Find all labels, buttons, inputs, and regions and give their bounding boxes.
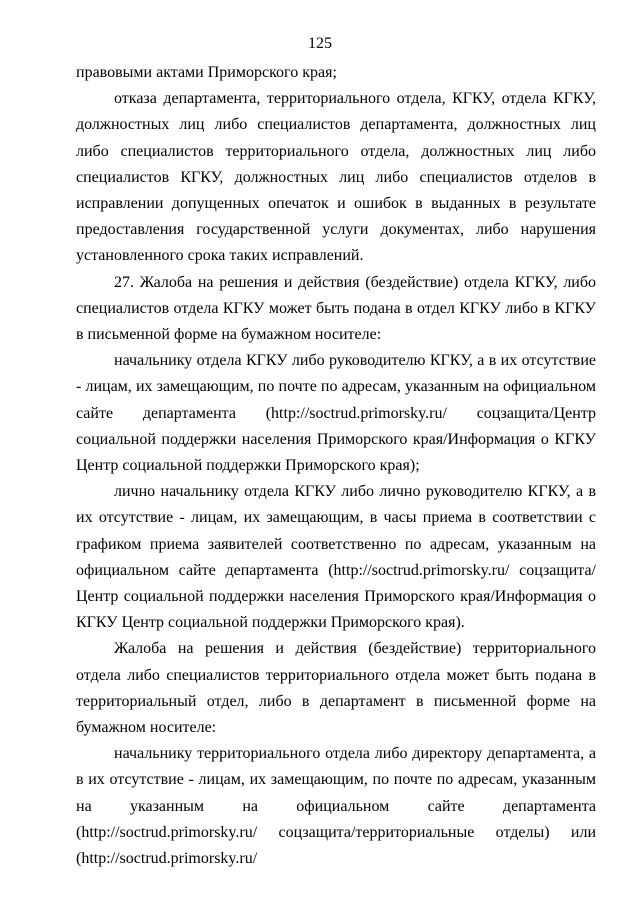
- paragraph: Жалоба на решения и действия (бездействие) территориального отдела либо специалистов территориального отдела может быть подана в территориальный отдел, либо в департамент в письменной форме на бумажном носителе:: [76, 640, 596, 737]
- paragraph: правовыми актами Приморского края;: [76, 64, 337, 81]
- paragraph: отказа департамента, территориального отдела, КГКУ, отдела КГКУ, должностных лиц либо специалистов департамента, должностных лиц либо специалистов территориального отдела, должностных лиц либо специалистов КГКУ, должностных лиц либо специалистов отделов в исправлении допущенных опечаток и ошибок в выданных в результате предоставления государственной услуги документах, либо нарушения установленного срока таких исправлений.: [76, 90, 596, 265]
- document-body: [76, 60, 596, 872]
- page-number: 125: [308, 35, 332, 52]
- paragraph: начальнику отдела КГКУ либо руководителю КГКУ, а в их отсутствие - лицам, их замещающим, по почте по адресам, указанным на официальном сайте департамента (http://soctrud.primorsky.ru/ соцзащита/Центр социальной поддержки населения Приморского края/Информация о КГКУ Центр социальной поддержки Приморского края);: [76, 352, 596, 475]
- paragraph: 27. Жалоба на решения и действия (бездействие) отдела КГКУ, либо специалистов отдела КГКУ может быть подана в отдел КГКУ либо в КГКУ в письменной форме на бумажном носителе:: [76, 273, 596, 344]
- paragraph: начальнику территориального отдела либо директору департамента, а в их отсутствие - лицам, их замещающим, по почте по адресам, указанным на указанным на официальном сайте департамента (http://soctrud.primorsky.ru/ соцзащита/территориальные отделы) или (http://soctrud.primorsky.ru/: [76, 745, 596, 868]
- paragraph: лично начальнику отдела КГКУ либо лично руководителю КГКУ, а в их отсутствие - лицам, их замещающим, в часы приема в соответствии с графиком приема заявителей соответственно по адресам, указанным на официальном сайте департамента (http://soctrud.primorsky.ru/ соцзащита/Центр социальной поддержки населения Приморского края/Информация о КГКУ Центр социальной поддержки Приморского края).: [76, 483, 596, 632]
